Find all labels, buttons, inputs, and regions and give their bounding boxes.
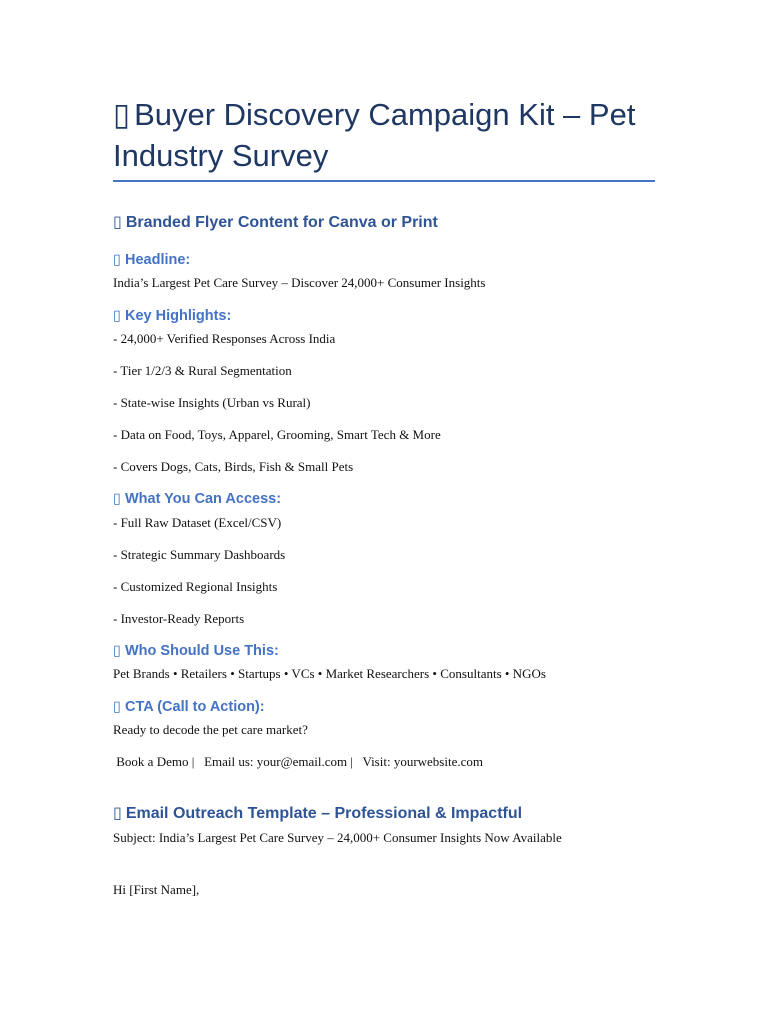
box-glyph-icon: ▯ — [113, 252, 121, 268]
box-glyph-icon: ▯ — [113, 643, 121, 659]
cta-text: Ready to decode the pet care market? — [113, 722, 308, 737]
email-greeting: Hi [First Name], — [113, 882, 200, 897]
list-item: - 24,000+ Verified Responses Across India — [113, 331, 336, 346]
cta-links: Book a Demo | Email us: your@email.com | Visit: yourwebsite.com — [113, 754, 483, 769]
title-line-1: Buyer Discovery Campaign Kit – Pet — [134, 97, 636, 132]
box-glyph-icon: ▯ — [113, 805, 122, 822]
access-label: ▯ What You Can Access: — [113, 491, 282, 507]
title-divider — [113, 180, 655, 182]
list-item: - Full Raw Dataset (Excel/CSV) — [113, 515, 282, 530]
email-section-heading: ▯ Email Outreach Template – Professional & Impactful — [113, 805, 523, 822]
cta-label: ▯ CTA (Call to Action): — [113, 699, 265, 715]
list-item: - Customized Regional Insights — [113, 579, 278, 594]
list-item: - Investor-Ready Reports — [113, 611, 245, 626]
list-item: - Covers Dogs, Cats, Birds, Fish & Small Pets — [113, 459, 354, 474]
document-title — [113, 94, 658, 176]
list-item: - Data on Food, Toys, Apparel, Grooming, Smart Tech & More — [113, 427, 441, 442]
box-glyph-icon: ▯ — [113, 491, 121, 507]
box-glyph-icon: ▯ — [113, 214, 122, 231]
list-item: - Tier 1/2/3 & Rural Segmentation — [113, 363, 292, 378]
headline-label: ▯ Headline: — [113, 252, 191, 268]
box-glyph-icon: ▯ — [113, 308, 121, 324]
list-item: - State-wise Insights (Urban vs Rural) — [113, 395, 311, 410]
box-glyph-icon: ▯ — [113, 699, 121, 715]
title-line-2: Industry Survey — [113, 138, 329, 173]
flyer-section-heading: ▯ Branded Flyer Content for Canva or Print — [113, 214, 438, 231]
list-item: - Strategic Summary Dashboards — [113, 547, 286, 562]
box-glyph-icon: ▯ — [113, 97, 131, 132]
headline-text: India’s Largest Pet Care Survey – Discover 24,000+ Consumer Insights — [113, 275, 486, 290]
email-subject: Subject: India’s Largest Pet Care Survey – 24,000+ Consumer Insights Now Available — [113, 830, 562, 845]
who-text: Pet Brands • Retailers • Startups • VCs • Market Researchers • Consultants • NGOs — [113, 666, 546, 681]
who-label: ▯ Who Should Use This: — [113, 643, 279, 659]
highlights-label: ▯ Key Highlights: — [113, 308, 232, 324]
